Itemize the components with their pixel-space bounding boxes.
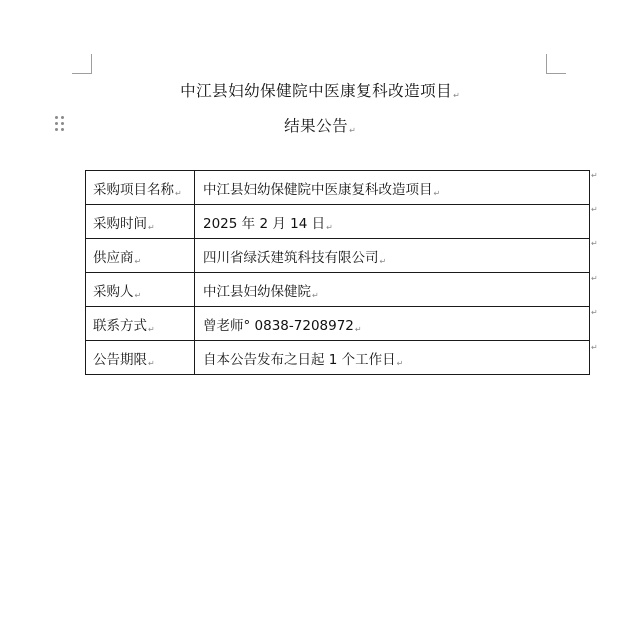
end-of-row-mark-icon: ↵: [591, 308, 598, 317]
end-of-row-mark-icon: ↵: [591, 343, 598, 352]
paragraph-mark-icon: ↵: [349, 126, 356, 135]
end-of-row-mark-icon: ↵: [591, 205, 598, 214]
table-cell-label[interactable]: 采购人↵: [86, 273, 195, 307]
table-cell-label[interactable]: 联系方式↵: [86, 307, 195, 341]
paragraph-mark-icon: ↵: [453, 91, 460, 100]
table-cell-label[interactable]: 采购时间↵: [86, 205, 195, 239]
end-of-row-mark-icon: ↵: [591, 274, 598, 283]
end-of-row-mark-icon: ↵: [591, 239, 598, 248]
table-row: [86, 171, 590, 205]
table-cell-label[interactable]: 采购项目名称↵: [86, 171, 195, 205]
table-cell-value[interactable]: 中江县妇幼保健院中医康复科改造项目↵: [195, 171, 590, 205]
document-subtitle: [0, 114, 640, 136]
page-corner-mark-top-left: [72, 54, 92, 74]
document-title: [0, 79, 640, 101]
table-cell-label[interactable]: 公告期限↵: [86, 341, 195, 375]
table-cell-value[interactable]: 自本公告发布之日起 1 个工作日↵: [195, 341, 590, 375]
table-row: [86, 307, 590, 341]
table-cell-label[interactable]: 供应商↵: [86, 239, 195, 273]
page-corner-mark-top-right: [546, 54, 566, 74]
document-title-text: 中江县妇幼保健院中医康复科改造项目: [180, 82, 453, 100]
table-row: [86, 205, 590, 239]
announcement-table: [85, 170, 590, 375]
end-of-row-mark-icon: ↵: [591, 171, 598, 180]
table-cell-value[interactable]: 2025 年 2 月 14 日↵: [195, 205, 590, 239]
document-subtitle-text: 结果公告: [284, 117, 349, 135]
table-row: [86, 273, 590, 307]
table-cell-value[interactable]: 中江县妇幼保健院↵: [195, 273, 590, 307]
table-cell-value[interactable]: 曾老师° 0838-7208972↵: [195, 307, 590, 341]
table-cell-value[interactable]: 四川省绿沃建筑科技有限公司↵: [195, 239, 590, 273]
table-row: [86, 341, 590, 375]
table-row: [86, 239, 590, 273]
